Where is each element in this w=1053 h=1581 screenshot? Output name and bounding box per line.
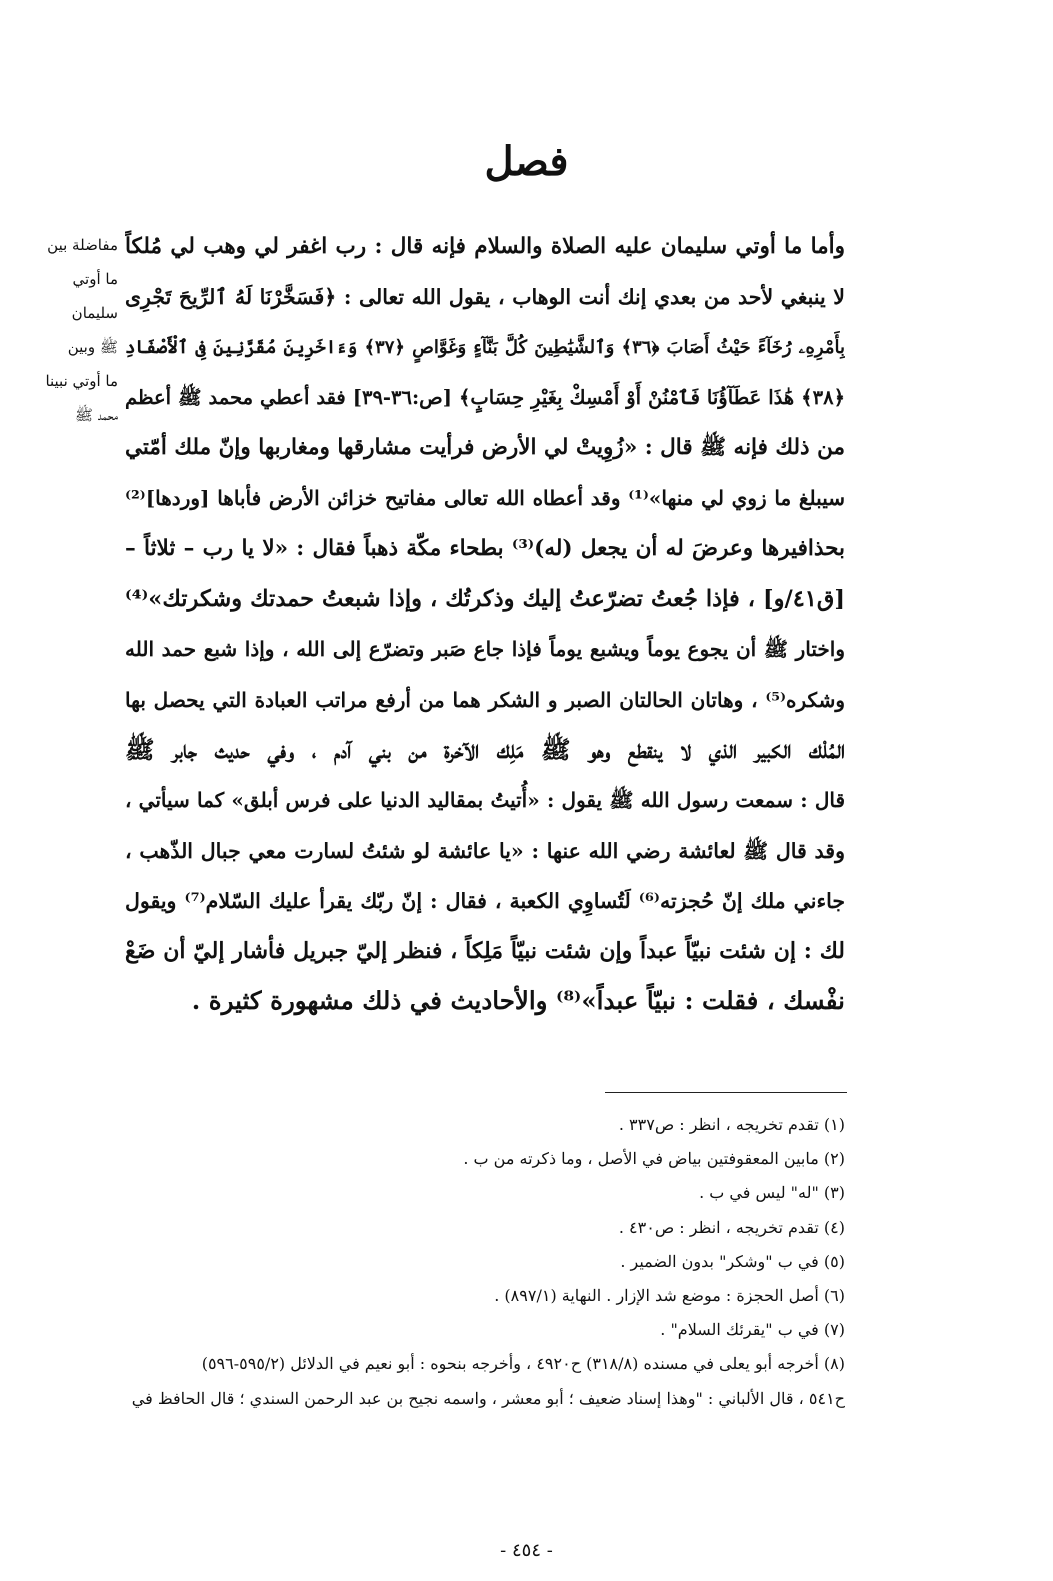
footnote: (٢) مابين المعقوفتين بياض في الأصل ، وما ذكرته من ب . xyxy=(463,1149,845,1169)
text-line: لك : إن شئت نبيّاً عبداً وإن شئت نبيّاً مَلِكاً ، فنظر إليّ جبريل فأشار إليّ أن ضَعْ xyxy=(125,938,845,965)
text-line: وأما ما أوتي سليمان عليه الصلاة والسلام فإنه قال : رب اغفر لي وهب لي مُلكاً xyxy=(125,234,845,259)
footnote-separator xyxy=(605,1092,847,1093)
footnote: (٣) "له" ليس في ب . xyxy=(699,1183,845,1203)
footnote: (١) تقدم تخريجه ، انظر : ص٣٣٧ . xyxy=(618,1115,845,1134)
text-line: لا ينبغي لأحد من بعدي إنك أنت الوهاب ، يقول الله تعالى : ﴿فَسَخَّرْنَا لَهُ ٱلرِّيحَ تَجْرِى xyxy=(125,285,845,310)
text-line: نفْسك ، فقلت : نبيّاً عبداً»⁽⁸⁾ والأحاديث في ذلك مشهورة كثيرة . xyxy=(191,986,845,1016)
text-line: بِأَمْرِهِۦ رُخَآءً حَيْثُ أَصَابَ ﴿٣٦﴾ وَٱلشَّيَٰطِينَ كُلَّ بَنَّآءٍ وَغَوَّاصٍ ﴿٣٧﴾ وَءَاخَرِينَ مُقَرَّنِينَ فِى ٱلْأَصْفَادِ xyxy=(125,336,845,358)
footnote: ح٥٤١ ، قال الألباني : "وهذا إسناد ضعيف ؛ أبو معشر ، واسمه نجيح بن عبد الرحمن السندي ؛ قال الحافظ في xyxy=(131,1388,845,1408)
margin-note xyxy=(18,228,118,432)
text-line: من ذلك فإنه ﷺ قال : «زُوِيتْ لي الأرض فرأيت مشارقها ومغاربها وإنّ ملك أمّتي xyxy=(125,435,845,461)
page-number: - ٤٥٤ - xyxy=(500,1540,553,1561)
footnotes xyxy=(125,1108,845,1416)
footnote: (٦) أصل الحجزة : موضع شد الإزار . النهاية (٨٩٧/١) . xyxy=(494,1285,845,1305)
text-line: المُلْك الكبير الذي لا ينقطع وهو ﷺ مَلِك الآخرة من بني آدم ، وفي حديث جابر ﷺ xyxy=(125,734,845,764)
margin-note-line: مفاضلة بين xyxy=(47,236,118,254)
text-line: ﴿٣٨﴾ هَٰذَا عَطَآؤُنَا فَٱمْنُنْ أَوْ أَمْسِكْ بِغَيْرِ حِسَابٍ﴾ [ص:٣٦-٣٩] فقد أعطي محمد ﷺ أعظم xyxy=(125,385,845,409)
text-line: جاءني ملك إنّ حُجزته⁽⁶⁾ لَتُساوِي الكعبة ، فقال : إنّ ربّك يقرأ عليك السّلام⁽⁷⁾ ويقول xyxy=(125,888,845,913)
footnote: (٨) أخرجه أبو يعلى في مسنده (٣١٨/٨) ح٤٩٢٠ ، وأخرجه بنحوه : أبو نعيم في الدلائل (٥٩٥/٢-٥٩٦) xyxy=(201,1354,845,1374)
margin-note-line: محمد ﷺ xyxy=(74,406,118,424)
margin-note-line: سليمان xyxy=(71,304,118,322)
text-line: قال : سمعت رسول الله ﷺ يقول : «أُتيتُ بمقاليد الدنيا على فرس أبلق» كما سيأتي ، xyxy=(125,788,845,813)
text-line: [ق٤١/و] ، فإذا جُعتُ تضرّعتُ إليك وذكرتُك ، وإذا شبعتُ حمدتك وشكرتك»⁽⁴⁾ xyxy=(125,586,845,613)
text-line: وقد قال ﷺ لعائشة رضي الله عنها : «يا عائشة لو شئتُ لسارت معي جبال الذّهب ، xyxy=(125,838,845,863)
text-line: وشكره⁽⁵⁾ ، وهاتان الحالتان الصبر و الشكر هما من أرفع مراتب العبادة التي يحصل بها xyxy=(125,687,845,712)
margin-note-line: ما أوتي xyxy=(72,270,118,288)
margin-note-line: ﷺ وبين xyxy=(67,338,118,356)
margin-note-line: ما أوتي نبينا xyxy=(45,372,118,390)
footnote: (٤) تقدم تخريجه ، انظر : ص٤٣٠ . xyxy=(618,1217,845,1237)
text-line: سيبلغ ما زوي لي منها»⁽¹⁾ وقد أعطاه الله تعالى مفاتيح خزائن الأرض فأباها [وردها]⁽²⁾ xyxy=(125,486,845,511)
text-line: بحذافيرها وعرضَ له أن يجعل (له)⁽³⁾ بطحاء مكّة ذهباً فقال : «لا يا رب – ثلاثاً – xyxy=(125,535,845,561)
section-heading: فصل xyxy=(484,138,569,185)
main-text xyxy=(125,222,845,1027)
footnote: (٧) في ب "يقرئك السلام" . xyxy=(660,1320,845,1340)
text-line: واختار ﷺ أن يجوع يوماً ويشبع يوماً فإذا جاع صَبر وتضرّع إلى الله ، وإذا شبع حمد الله xyxy=(125,637,845,662)
footnote: (٥) في ب "وشكر" بدون الضمير . xyxy=(620,1251,845,1271)
